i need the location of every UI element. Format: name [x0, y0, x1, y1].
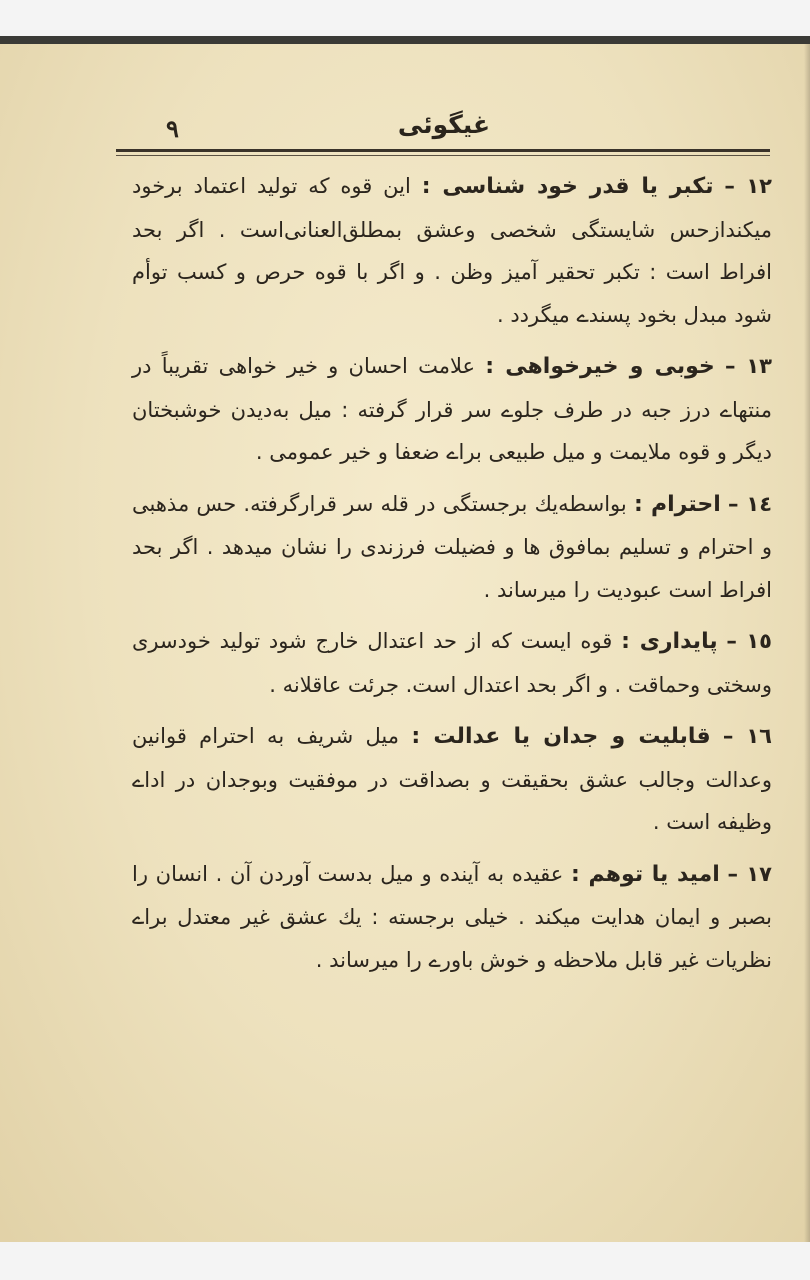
paragraph-number: ١٤ –	[728, 491, 773, 516]
paragraph-heading: قابلیت و جدان یا عدالت :	[411, 724, 711, 749]
paragraph-12	[132, 165, 772, 336]
paragraph-heading: تکبر یا قدر خود شناسی :	[421, 174, 714, 199]
paragraph-number: ١٣ –	[725, 354, 772, 378]
paragraph-heading: امید یا توهم :	[571, 861, 720, 887]
paragraph-14	[132, 483, 772, 612]
page-header	[116, 108, 770, 148]
paragraph-number: ١٧ –	[727, 861, 772, 886]
header-rule	[116, 149, 770, 152]
paragraph-number: ١٥ –	[726, 629, 772, 653]
paragraph-heading: پایداری :	[621, 629, 718, 654]
paragraph-text: میل شریف به احترام قوانین وعدالت وجالب عشق بحقیقت و بصداقت در موفقیت وبوجدان در اداے وظیفه است .	[132, 724, 772, 834]
viewer-top-bar	[0, 0, 810, 36]
paragraph-text: بواسطه‌یك برجستگی در قله سر قرارگرفته. حس مذهبی و احترام و تسلیم بمافوق ها و فضیلت فرزندی را نشان میدهد . اگر بحد افراط است عبودیت را میرساند .	[132, 491, 772, 602]
header-rule-thin	[116, 155, 770, 156]
paragraph-13	[132, 345, 772, 474]
page-body	[132, 165, 772, 990]
paragraph-text: این قوه که تولید اعتماد برخود میکندازحس شایستگی شخصی وعشق بمطلق‌العنانی‌است . اگر بحد افراط است : تکبر تحقیر آمیز وظن . و اگر با قوه حرص و کسب توأم شود مبدل بخود پسندے میگردد .	[132, 174, 772, 327]
running-title: غیگوئی	[397, 110, 491, 139]
scan-right-shadow	[804, 44, 810, 1242]
viewer-bottom-bar	[0, 1242, 810, 1280]
paragraph-15	[132, 620, 772, 706]
scan-top-edge	[0, 36, 810, 44]
paragraph-17	[132, 853, 772, 982]
paragraph-heading: خوبی و خیرخواهی :	[485, 354, 715, 379]
paragraph-16	[132, 715, 772, 844]
paragraph-text: عقیده به آینده و میل بدست آوردن آن . انسان را بصبر و ایمان هدایت میکند . خیلی برجسته : یك عشق غیر معتدل براے نظریات غیر قابل ملاحظه و خوش باورے را میرساند .	[132, 861, 772, 972]
page-number: ۹	[166, 114, 179, 143]
paragraph-number: ١٢ –	[724, 174, 772, 198]
paragraph-text: علامت احسان و خیر خواهی تقریباً در منتهاے درز جبه در طرف جلوے سر قرار گرفته : میل به‌دیدن خوشبختان دیگر و قوه ملایمت و میل طبیعی براے ضعفا و خیر عمومی .	[132, 354, 772, 464]
paragraph-number: ١٦ –	[722, 724, 772, 748]
paragraph-heading: احترام :	[634, 491, 721, 517]
paragraph-text: قوه ایست که از حد اعتدال خارج شود تولید خودسری وسختی وحماقت . و اگر بحد اعتدال است. جرئت عاقلانه .	[132, 629, 772, 697]
